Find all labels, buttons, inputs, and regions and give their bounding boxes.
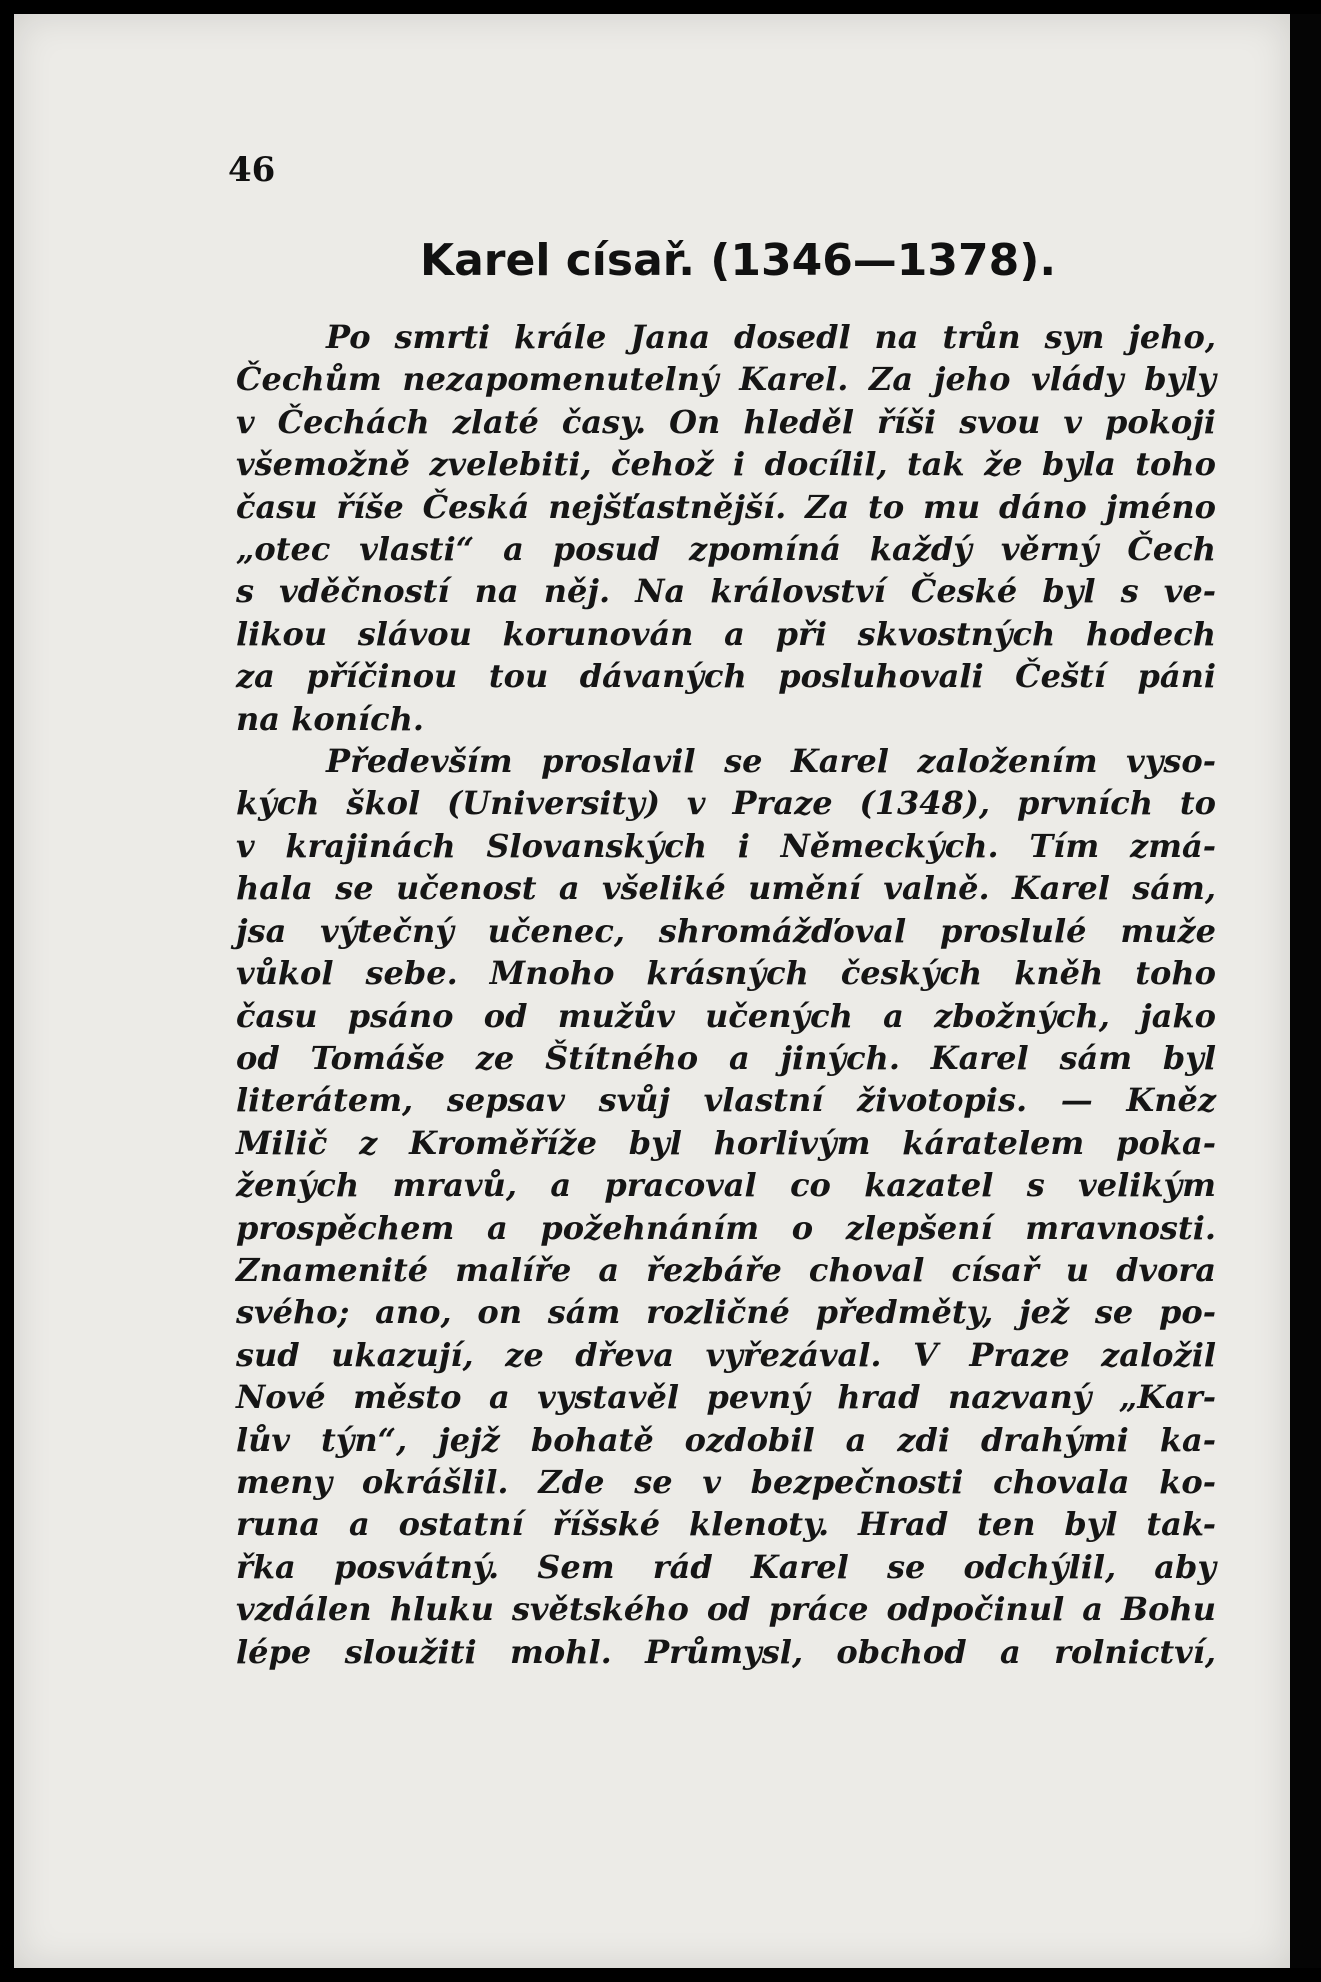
- text-line: vůkol sebe. Mnoho krásných českých kněh toho: [236, 954, 1216, 993]
- text-line: „otec vlasti“ a posud zpomíná každý věrný Čech: [236, 530, 1216, 569]
- text-line: jsa výtečný učenec, shromážďoval proslulé muže: [236, 911, 1216, 950]
- text-line: meny okrášlil. Zde se v bezpečnosti chovala ko-: [236, 1462, 1216, 1501]
- text-line: řka posvátný. Sem rád Karel se odchýlil, aby: [236, 1547, 1216, 1586]
- text-line: sud ukazují, ze dřeva vyřezával. V Praze založil: [236, 1335, 1216, 1374]
- text-line: v krajinách Slovanských i Německých. Tím zmá-: [236, 826, 1216, 865]
- paragraph-2: [236, 740, 1216, 1673]
- text-line: času psáno od mužův učených a zbožných, jako: [236, 996, 1216, 1035]
- text-line: Milič z Kroměříže byl horlivým káratelem poka-: [236, 1123, 1216, 1162]
- text-line: prospěchem a požehnáním o zlepšení mravnosti.: [236, 1208, 1216, 1247]
- text-line: Po smrti krále Jana dosedl na trůn syn jeho,: [326, 318, 1216, 356]
- text-line: vzdálen hluku světského od práce odpočinul a Bohu: [236, 1590, 1216, 1629]
- page-number: 46: [228, 150, 276, 190]
- text-line: hala se učenost a všeliké umění valně. Karel sám,: [236, 869, 1216, 908]
- text-line: žených mravů, a pracoval co kazatel s velikým: [236, 1166, 1216, 1205]
- text-line: času říše Česká nejšťastnější. Za to mu dáno jméno: [236, 487, 1216, 526]
- text-line: Především proslavil se Karel založením vyso-: [326, 742, 1216, 781]
- text-line: literátem, sepsav svůj vlastní životopis. — Kněz: [236, 1081, 1216, 1120]
- text-line: od Tomáše ze Štítného a jiných. Karel sám byl: [236, 1038, 1216, 1077]
- text-line: s vděčností na něj. Na království České byl s ve-: [236, 572, 1216, 611]
- text-line: Čechům nezapomenutelný Karel. Za jeho vlády byly: [236, 360, 1216, 399]
- chapter-title: Karel císař. (1346—1378).: [420, 235, 1057, 286]
- text-line: runa a ostatní říšské klenoty. Hrad ten byl tak-: [236, 1505, 1216, 1544]
- body-text: [236, 316, 1216, 1673]
- text-line: likou slávou korunován a při skvostných hodech: [236, 614, 1216, 653]
- text-line: lův týn“, jejž bohatě ozdobil a zdi drahými ka-: [236, 1420, 1216, 1459]
- text-line: všemožně zvelebiti, čehož i docílil, tak že byla toho: [236, 445, 1216, 484]
- text-line: lépe sloužiti mohl. Průmysl, obchod a rolnictví,: [236, 1632, 1216, 1671]
- text-line: na koních.: [236, 699, 424, 738]
- text-line: Nové město a vystavěl pevný hrad nazvaný „Kar-: [236, 1378, 1216, 1417]
- text-line: Znamenité malíře a řezbáře choval císař u dvora: [236, 1250, 1216, 1289]
- text-line: kých škol (University) v Praze (1348), prvních to: [236, 784, 1216, 823]
- paragraph-1: [236, 316, 1216, 740]
- page-edge-shadow: [1290, 14, 1321, 1968]
- text-line: svého; ano, on sám rozličné předměty, jež se po-: [236, 1293, 1216, 1332]
- text-line: v Čechách zlaté časy. On hleděl říši svou v pokoji: [236, 402, 1216, 441]
- text-line: za příčinou tou dávaných posluhovali Čeští páni: [236, 657, 1216, 696]
